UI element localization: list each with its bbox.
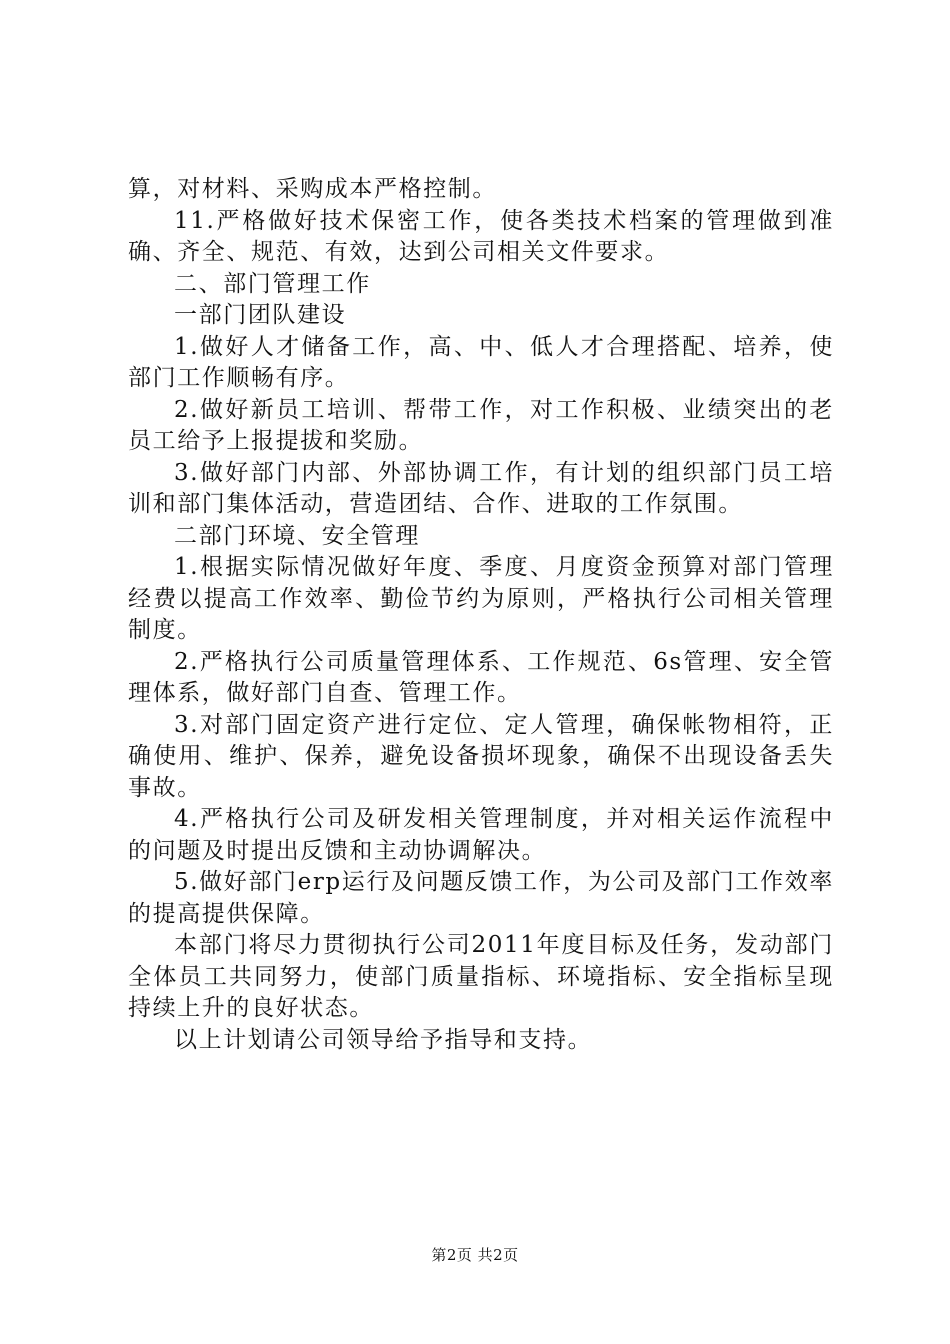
paragraph-10: 2.严格执行公司质量管理体系、工作规范、6s管理、安全管理体系，做好部门自查、管理工作。 (128, 648, 834, 706)
paragraph-11: 3.对部门固定资产进行定位、定人管理，确保帐物相符，正确使用、维护、保养，避免设备损坏现象，确保不出现设备丢失事故。 (128, 711, 834, 801)
paragraph-2: 11.严格做好技术保密工作，使各类技术档案的管理做到准确、齐全、规范、有效，达到公司相关文件要求。 (128, 207, 834, 265)
paragraph-9: 1.根据实际情况做好年度、季度、月度资金预算对部门管理经费以提高工作效率、勤俭节约为原则，严格执行公司相关管理制度。 (128, 554, 834, 643)
paragraph-14: 本部门将尽力贯彻执行公司2011年度目标及任务，发动部门全体员工共同努力，使部门质量指标、环境指标、安全指标呈现持续上升的良好状态。 (128, 932, 834, 1021)
paragraph-5: 1.做好人才储备工作，高、中、低人才合理搭配、培养，使部门工作顺畅有序。 (128, 333, 834, 391)
subsection-heading-team-building: 一部门团队建设 (174, 302, 347, 328)
paragraph-7: 3.做好部门内部、外部协调工作，有计划的组织部门员工培训和部门集体活动，营造团结、合作、进取的工作氛围。 (128, 459, 834, 517)
paragraph-13: 5.做好部门erp运行及问题反馈工作，为公司及部门工作效率的提高提供保障。 (128, 869, 834, 927)
paragraph-6: 2.做好新员工培训、帮带工作，对工作积极、业绩突出的老员工给予上报提拔和奖励。 (128, 396, 834, 454)
document-body (128, 174, 834, 1056)
paragraph-15: 以上计划请公司领导给予指导和支持。 (174, 1026, 593, 1053)
paragraph-12: 4.严格执行公司及研发相关管理制度，并对相关运作流程中的问题及时提出反馈和主动协调解决。 (128, 806, 834, 864)
paragraph-1: 算，对材料、采购成本严格控制。 (128, 176, 497, 202)
section-heading-department-management: 二、部门管理工作 (174, 270, 371, 297)
subsection-heading-environment-safety: 二部门环境、安全管理 (174, 522, 420, 549)
page-number-footer: 第2页 共2页 (431, 1246, 519, 1264)
